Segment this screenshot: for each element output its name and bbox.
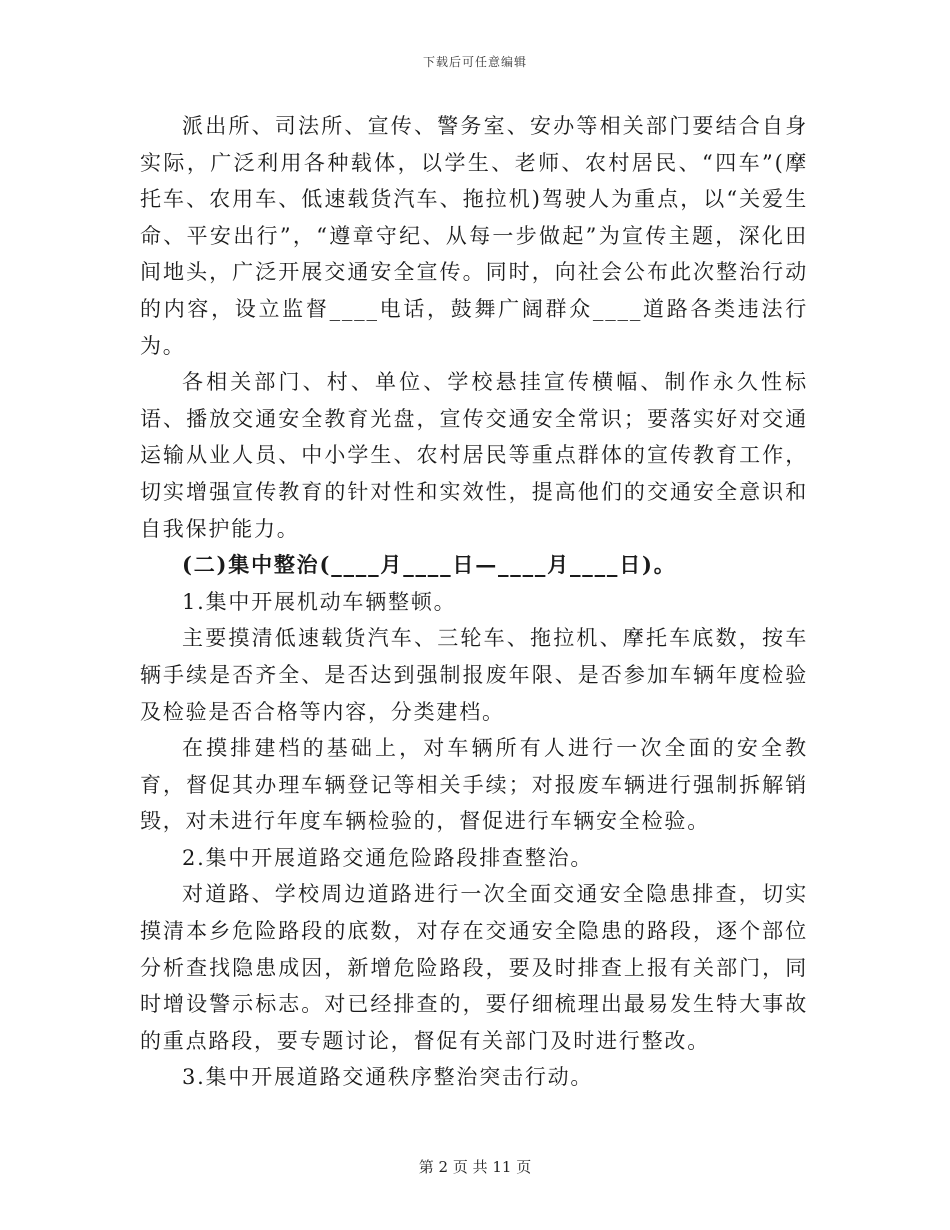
page-header: 下载后可任意编辑 <box>422 55 527 69</box>
item-heading-traffic-order-action: 3.集中开展道路交通秩序整治突击行动。 <box>182 1065 594 1090</box>
paragraph-road-hazard-survey: 对道路、学校周边道路进行一次全面交通安全隐患排查，切实摸清本乡危险路段的底数，对存在交通安全隐患的路段，逐个部位分析查找隐患成因，新增危险路段，要及时排查上报有关部门，同时增设警示标志。对已经排查的，要仔细梳理出最易发生特大事故的重点路段，要专题讨论，督促有关部门及时进行整改。 <box>140 882 808 1053</box>
paragraph-vehicle-survey: 主要摸清低速载货汽车、三轮车、拖拉机、摩托车底数，按车辆手续是否齐全、是否达到强制报废年限、是否参加车辆年度检验及检验是否合格等内容，分类建档。 <box>140 626 808 724</box>
page-footer: 第 2 页 共 11 页 <box>418 1158 532 1176</box>
paragraph-publicity-banners: 各相关部门、村、单位、学校悬挂宣传横幅、制作永久性标语、播放交通安全教育光盘，宣传交通安全常识；要落实好对交通运输从业人员、中小学生、农村居民等重点群体的宣传教育工作，切实增强宣传教育的针对性和实效性，提高他们的交通安全意识和自我保护能力。 <box>140 370 808 541</box>
document-body <box>140 108 808 1096</box>
item-heading-vehicle-rectification: 1.集中开展机动车辆整顿。 <box>182 589 457 614</box>
item-heading-dangerous-road-sections: 2.集中开展道路交通危险路段排查整治。 <box>182 845 594 870</box>
section-heading-centralized-rectification: (二)集中整治(____月____日—____月____日)。 <box>182 552 677 578</box>
paragraph-publicity-departments: 派出所、司法所、宣传、警务室、安办等相关部门要结合自身实际，广泛利用各种载体，以学生、老师、农村居民、“四车”(摩托车、农用车、低速载货汽车、拖拉机)驾驶人为重点，以“关爱生命、平安出行”，“遵章守纪、从每一步做起”为宣传主题，深化田间地头，广泛开展交通安全宣传。同时，向社会公布此次整治行动的内容，设立监督____电话，鼓舞广阔群众____道路各类违法行为。 <box>140 114 808 358</box>
paragraph-vehicle-education: 在摸排建档的基础上，对车辆所有人进行一次全面的安全教育，督促其办理车辆登记等相关手续；对报废车辆进行强制拆解销毁，对未进行年度车辆检验的，督促进行车辆安全检验。 <box>140 736 808 834</box>
